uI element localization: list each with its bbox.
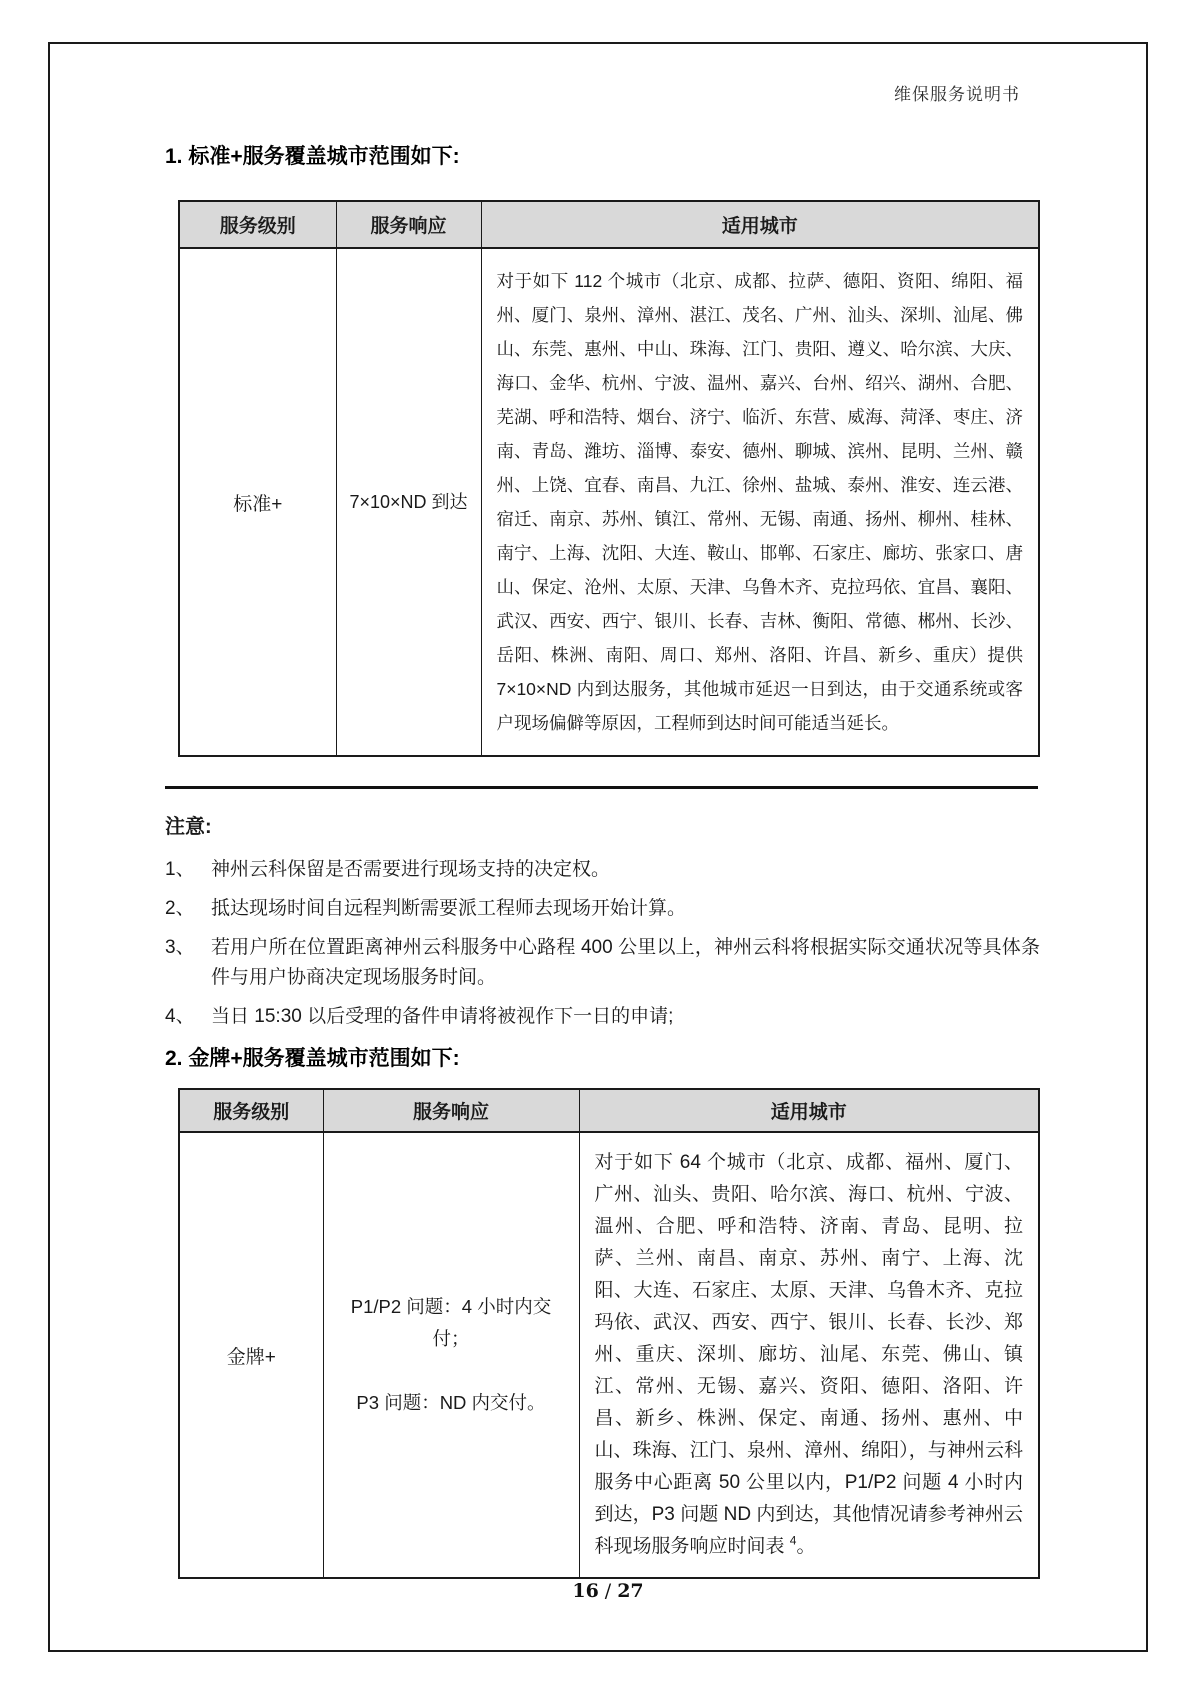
column-header-service-level: 服务级别 xyxy=(179,201,336,248)
page-footer xyxy=(178,1580,1038,1602)
note-text: 当日 15:30 以后受理的备件申请将被视作下一日的申请; xyxy=(211,1006,674,1027)
cities-suffix: 。 xyxy=(796,1536,816,1557)
current-page-number: 16 xyxy=(572,1580,599,1602)
notes-label: 注意: xyxy=(165,816,212,838)
response-p1p2-text: P1/P2 问题：4 小时内交付； xyxy=(350,1296,552,1349)
note-number: 2、 xyxy=(165,898,195,919)
note-text: 神州云科保留是否需要进行现场支持的决定权。 xyxy=(211,859,611,880)
section-divider xyxy=(165,786,1038,789)
note-item-4 xyxy=(165,1002,1040,1032)
column-header-service-response: 服务响应 xyxy=(336,201,481,248)
table-row xyxy=(179,248,1039,756)
service-response-value: 7×10×ND 到达 xyxy=(336,248,481,756)
column-header-service-response: 服务响应 xyxy=(323,1089,579,1132)
column-header-service-level: 服务级别 xyxy=(179,1089,323,1132)
applicable-cities-text xyxy=(579,1132,1039,1578)
table-header-row xyxy=(179,201,1039,248)
note-text: 若用户所在位置距离神州云科服务中心路程 400 公里以上，神州云科将根据实际交通状况等具体条件与用户协商决定现场服务时间。 xyxy=(211,937,1040,988)
response-p3-text: P3 问题：ND 内交付。 xyxy=(356,1392,546,1413)
column-header-applicable-cities: 适用城市 xyxy=(481,201,1039,248)
footnote-reference: 4 xyxy=(789,1533,797,1548)
note-text: 抵达现场时间自远程判断需要派工程师去现场开始计算。 xyxy=(211,898,687,919)
note-item-3 xyxy=(165,933,1040,993)
standard-plus-coverage-table xyxy=(178,200,1040,757)
note-number: 3、 xyxy=(165,937,195,958)
note-number: 1、 xyxy=(165,859,195,880)
section1-heading: 1. 标准+服务覆盖城市范围如下: xyxy=(165,145,460,168)
document-header-title: 维保服务说明书 xyxy=(894,85,1020,105)
applicable-cities-text: 对于如下 112 个城市（北京、成都、拉萨、德阳、资阳、绵阳、福州、厦门、泉州、漳州、湛江、茂名、广州、汕头、深圳、汕尾、佛山、东莞、惠州、中山、珠海、江门、贵阳、遵义、哈尔滨、大庆、海口、金华、杭州、宁波、温州、嘉兴、台州、绍兴、湖州、合肥、芜湖、呼和浩特、烟台、济宁、临沂、东营、威海、菏泽、枣庄、济南、青岛、潍坊、淄博、泰安、德州、聊城、滨州、昆明、兰州、赣州、上饶、宜春、南昌、九江、徐州、盐城、泰州、淮安、连云港、宿迁、南京、苏州、镇江、常州、无锡、南通、扬州、柳州、桂林、南宁、上海、沈阳、大连、鞍山、邯郸、石家庄、廊坊、张家口、唐山、保定、沧州、太原、天津、乌鲁木齐、克拉玛依、宜昌、襄阳、武汉、西安、西宁、银川、长春、吉林、衡阳、常德、郴州、长沙、岳阳、株洲、南阳、周口、郑州、洛阳、许昌、新乡、重庆）提供 7×10×ND 内到达服务，其他城市延迟一日到达，由于交通系统或客户现场偏僻等原因，工程师到达时间可能适当延长。 xyxy=(481,248,1039,756)
note-item-1 xyxy=(165,855,1040,885)
table-header-row xyxy=(179,1089,1039,1132)
column-header-applicable-cities: 适用城市 xyxy=(579,1089,1039,1132)
section2-heading: 2. 金牌+服务覆盖城市范围如下: xyxy=(165,1047,460,1070)
page-separator: / xyxy=(604,1580,612,1602)
gold-plus-coverage-table xyxy=(178,1088,1040,1579)
total-page-number: 27 xyxy=(617,1580,644,1602)
notes-section xyxy=(165,810,1040,1041)
table-row xyxy=(179,1132,1039,1578)
service-response-value xyxy=(323,1132,579,1578)
note-number: 4、 xyxy=(165,1006,195,1027)
service-level-value: 标准+ xyxy=(179,248,336,756)
service-level-value: 金牌+ xyxy=(179,1132,323,1578)
cities-main-text: 对于如下 64 个城市（北京、成都、福州、厦门、广州、汕头、贵阳、哈尔滨、海口、杭州、宁波、温州、合肥、呼和浩特、济南、青岛、昆明、拉萨、兰州、南昌、南京、苏州、南宁、上海、沈阳、大连、石家庄、太原、天津、乌鲁木齐、克拉玛依、武汉、西安、西宁、银川、长春、长沙、郑州、重庆、深圳、廊坊、汕尾、东莞、佛山、镇江、常州、无锡、嘉兴、资阳、德阳、洛阳、许昌、新乡、株洲、保定、南通、扬州、惠州、中山、珠海、江门、泉州、漳州、绵阳），与神州云科服务中心距离 50 公里以内，P1/P2 问题 4 小时内到达，P3 问题 ND 内到达，其他情况请参考神州云科现场服务响应时间表 xyxy=(594,1152,1023,1557)
note-item-2 xyxy=(165,894,1040,924)
